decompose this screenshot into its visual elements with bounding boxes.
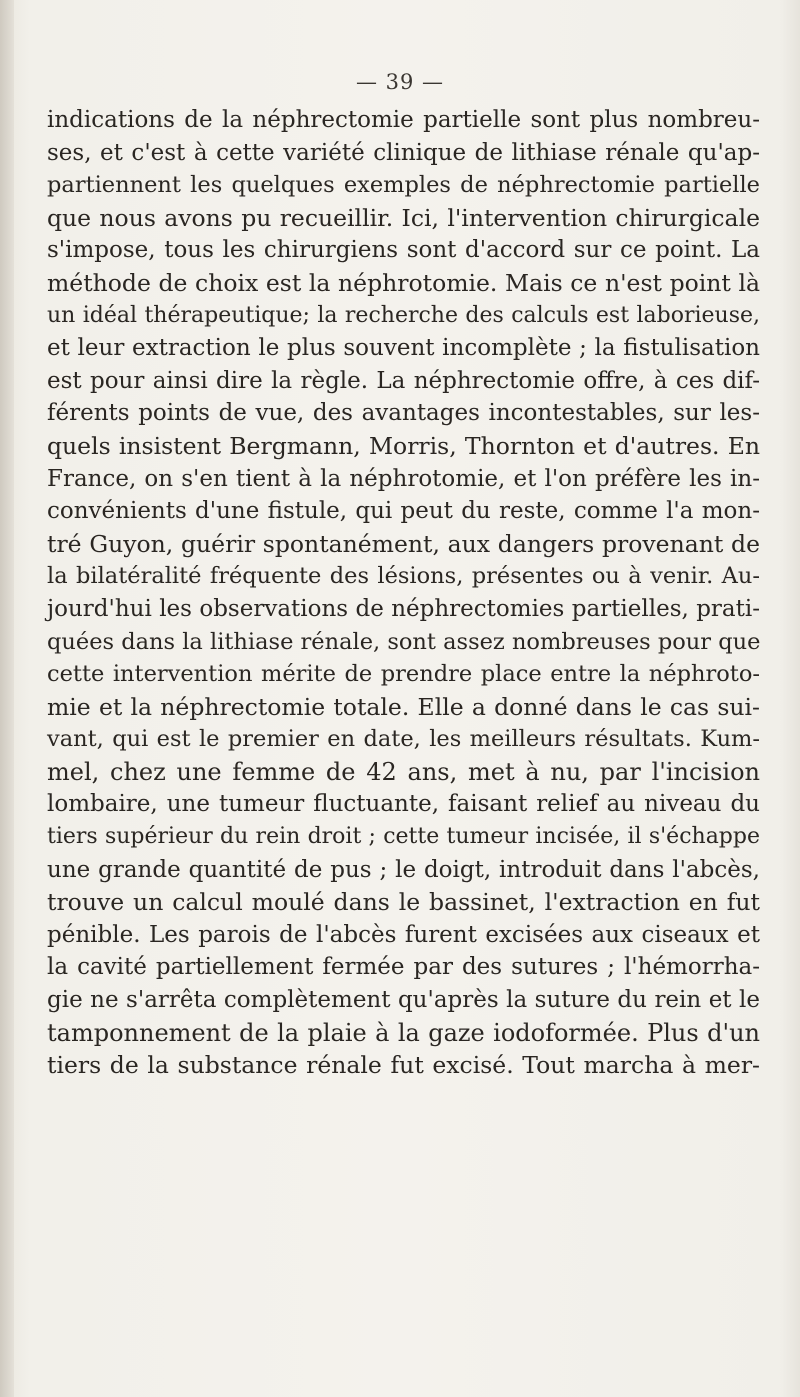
text-line: partiennent les quelques exemples de néphrectomie partielle: [47, 172, 760, 199]
text-line: gie ne s'arrêta complètement qu'après la suture du rein et le: [47, 987, 760, 1014]
text-line: tré Guyon, guérir spontanément, aux dangers provenant de: [47, 529, 760, 558]
text-line: un idéal thérapeutique; la recherche des calculs est laborieuse,: [47, 302, 760, 328]
text-line: méthode de choix est la néphrotomie. Mais ce n'est point là: [47, 268, 760, 297]
text-line: mie et la néphrectomie totale. Elle a donné dans le cas sui-: [47, 692, 760, 721]
text-line: une grande quantité de pus ; le doigt, introduit dans l'abcès,: [47, 856, 760, 883]
text-line: est pour ainsi dire la règle. La néphrectomie offre, à ces dif-: [47, 367, 760, 394]
text-line: France, on s'en tient à la néphrotomie, et l'on préfère les in-: [47, 465, 760, 492]
text-line: jourd'hui les observations de néphrectomies partielles, prati-: [47, 595, 760, 622]
page-binding-edge: [0, 0, 14, 1397]
page-number: — 39 —: [355, 70, 445, 94]
text-line: lombaire, une tumeur fluctuante, faisant relief au niveau du: [47, 791, 760, 818]
text-line: tiers supérieur du rein droit ; cette tumeur incisée, il s'échappe: [47, 824, 760, 850]
text-line: férents points de vue, des avantages incontestables, sur les-: [47, 400, 760, 427]
text-line: tiers de la substance rénale fut excisé. Tout marcha à mer-: [47, 1051, 760, 1080]
text-line: et leur extraction le plus souvent incomplète ; la fistulisation: [47, 335, 760, 362]
text-line: cette intervention mérite de prendre place entre la néphroto-: [47, 661, 760, 688]
text-line: la cavité partiellement fermée par des sutures ; l'hémorrha-: [47, 954, 760, 981]
text-line: mel, chez une femme de 42 ans, met à nu, par l'incision: [47, 757, 760, 786]
text-line: pénible. Les parois de l'abcès furent excisées aux ciseaux et: [47, 921, 760, 948]
text-line: ses, et c'est à cette variété clinique de lithiase rénale qu'ap-: [47, 139, 760, 166]
text-line: quels insistent Bergmann, Morris, Thornton et d'autres. En: [47, 431, 760, 460]
body-text: [47, 104, 760, 1082]
text-line: que nous avons pu recueillir. Ici, l'intervention chirurgicale: [47, 203, 760, 232]
text-line: indications de la néphrectomie partielle sont plus nombreu-: [47, 107, 760, 133]
text-line: trouve un calcul moulé dans le bassinet, l'extraction en fut: [47, 888, 760, 917]
text-line: la bilatéralité fréquente des lésions, présentes ou à venir. Au-: [47, 563, 760, 590]
text-line: s'impose, tous les chirurgiens sont d'accord sur ce point. La: [47, 237, 760, 264]
text-line: vant, qui est le premier en date, les meilleurs résultats. Kum-: [47, 726, 760, 753]
text-line: tamponnement de la plaie à la gaze iodoformée. Plus d'un: [47, 1018, 760, 1047]
text-line: quées dans la lithiase rénale, sont assez nombreuses pour que: [47, 628, 761, 655]
text-line: convénients d'une fistule, qui peut du reste, comme l'a mon-: [47, 498, 760, 525]
